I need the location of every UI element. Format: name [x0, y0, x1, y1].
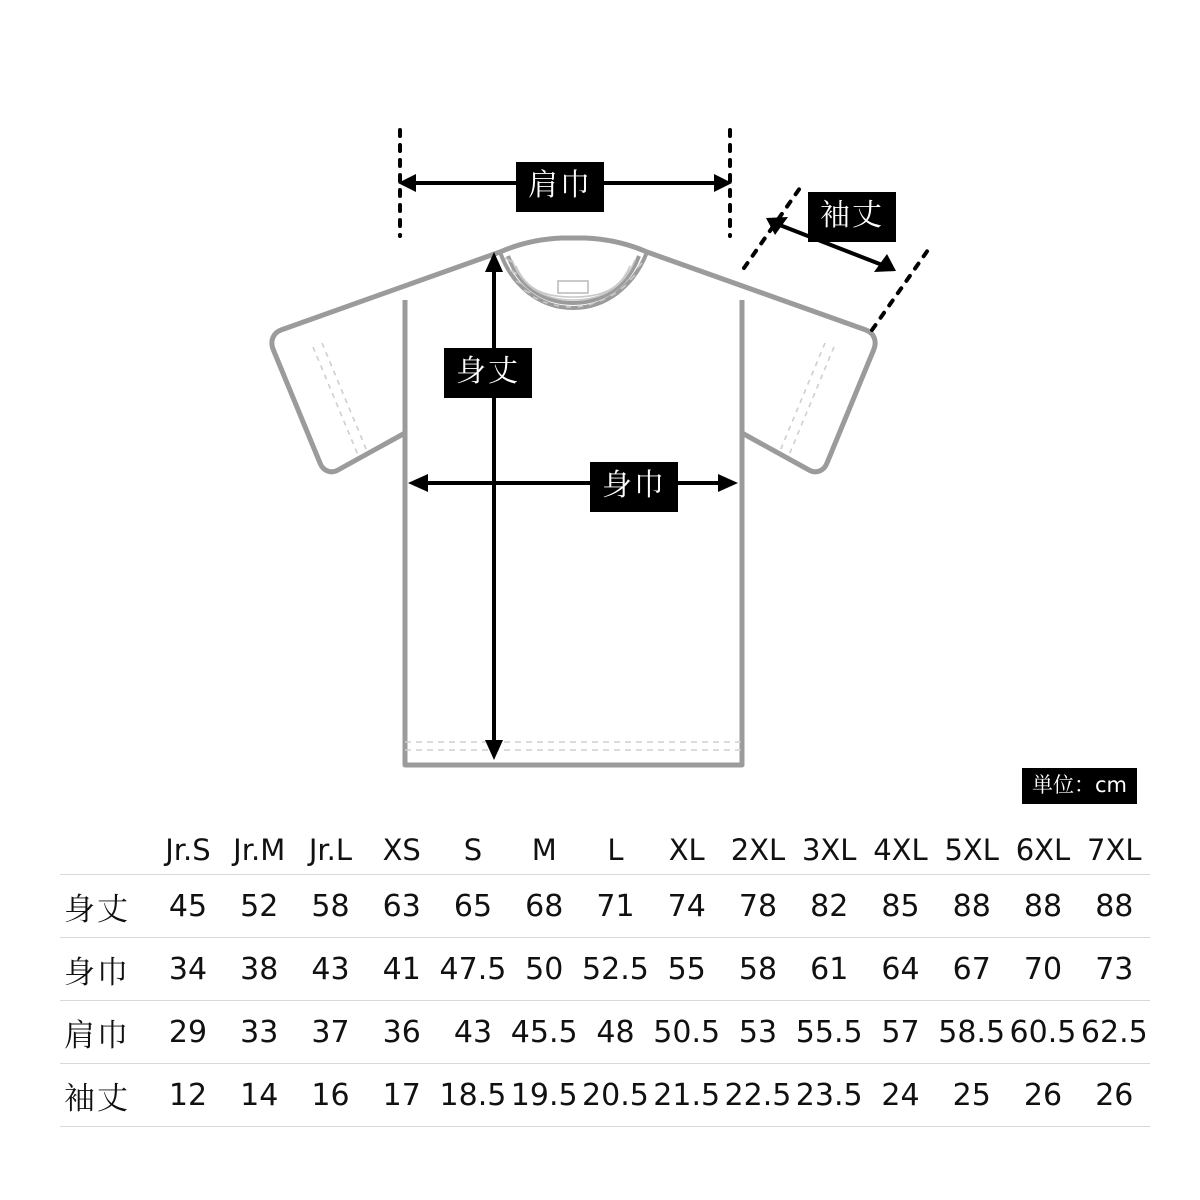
size-header-cell: 4XL [873, 833, 928, 867]
cell: 12 [152, 1064, 223, 1127]
cell: 47.5 [437, 938, 508, 1001]
cell: 43 [295, 938, 366, 1001]
cell: 16 [295, 1064, 366, 1127]
corner-cell [60, 826, 152, 875]
cell: 55.5 [794, 1001, 865, 1064]
cell: 57 [865, 1001, 936, 1064]
cell: 22.5 [722, 1064, 793, 1127]
size-table [60, 826, 1150, 1127]
table-row [60, 938, 1150, 1001]
measure-label-sleeve-length: 袖丈 [60, 1064, 152, 1127]
size-header-cell: M [531, 833, 557, 867]
size-header-cell: Jr.M [233, 833, 286, 867]
label-shoulder-width: 肩巾 [516, 162, 604, 212]
size-header-cell: S [463, 833, 483, 867]
cell: 41 [366, 938, 437, 1001]
cell: 65 [437, 875, 508, 938]
cell: 85 [865, 875, 936, 938]
size-header-cell: 5XL [944, 833, 999, 867]
cell: 50 [509, 938, 580, 1001]
size-header-cell: L [607, 833, 624, 867]
cell: 67 [936, 938, 1007, 1001]
table-row [60, 1064, 1150, 1127]
size-header-cell: 3XL [801, 833, 857, 867]
size-header-cell: Jr.L [308, 833, 353, 867]
size-header-cell: XL [668, 833, 705, 867]
cell: 26 [1079, 1064, 1150, 1127]
cell: 62.5 [1079, 1001, 1150, 1064]
cell: 61 [794, 938, 865, 1001]
cell: 52 [224, 875, 295, 938]
cell: 19.5 [509, 1064, 580, 1127]
size-header-cell: 2XL [730, 833, 786, 867]
measure-label-shoulder-width: 肩巾 [60, 1001, 152, 1064]
label-sleeve-length: 袖丈 [808, 192, 896, 242]
cell: 33 [224, 1001, 295, 1064]
cell: 52.5 [580, 938, 651, 1001]
cell: 20.5 [580, 1064, 651, 1127]
cell: 14 [224, 1064, 295, 1127]
cell: 88 [936, 875, 1007, 938]
size-header-cell: Jr.S [165, 833, 211, 867]
size-header-cell: 6XL [1015, 833, 1071, 867]
cell: 43 [437, 1001, 508, 1064]
cell: 58.5 [936, 1001, 1007, 1064]
size-header-cell: XS [382, 833, 421, 867]
cell: 34 [152, 938, 223, 1001]
cell: 50.5 [651, 1001, 722, 1064]
cell: 63 [366, 875, 437, 938]
cell: 73 [1079, 938, 1150, 1001]
size-table-wrapper [60, 826, 1150, 1127]
measure-label-body-length: 身丈 [60, 875, 152, 938]
cell: 45 [152, 875, 223, 938]
cell: 36 [366, 1001, 437, 1064]
table-row [60, 875, 1150, 938]
cell: 53 [722, 1001, 793, 1064]
cell: 37 [295, 1001, 366, 1064]
cell: 58 [722, 938, 793, 1001]
cell: 60.5 [1007, 1001, 1078, 1064]
label-body-width: 身巾 [590, 462, 678, 512]
cell: 25 [936, 1064, 1007, 1127]
cell: 48 [580, 1001, 651, 1064]
cell: 71 [580, 875, 651, 938]
measure-label-body-width: 身巾 [60, 938, 152, 1001]
cell: 70 [1007, 938, 1078, 1001]
cell: 21.5 [651, 1064, 722, 1127]
size-header-cell: 7XL [1087, 833, 1142, 867]
cell: 82 [794, 875, 865, 938]
table-header-row [60, 826, 1150, 875]
label-body-length: 身丈 [444, 348, 532, 398]
cell: 17 [366, 1064, 437, 1127]
cell: 24 [865, 1064, 936, 1127]
cell: 74 [651, 875, 722, 938]
unit-badge: 単位：cm [1022, 768, 1137, 804]
cell: 88 [1079, 875, 1150, 938]
cell: 45.5 [509, 1001, 580, 1064]
size-table-head [60, 826, 1150, 875]
table-row [60, 1001, 1150, 1064]
cell: 64 [865, 938, 936, 1001]
cell: 68 [509, 875, 580, 938]
cell: 78 [722, 875, 793, 938]
cell: 29 [152, 1001, 223, 1064]
cell: 18.5 [437, 1064, 508, 1127]
cell: 55 [651, 938, 722, 1001]
cell: 26 [1007, 1064, 1078, 1127]
cell: 58 [295, 875, 366, 938]
cell: 38 [224, 938, 295, 1001]
cell: 23.5 [794, 1064, 865, 1127]
cell: 88 [1007, 875, 1078, 938]
size-table-body [60, 875, 1150, 1127]
